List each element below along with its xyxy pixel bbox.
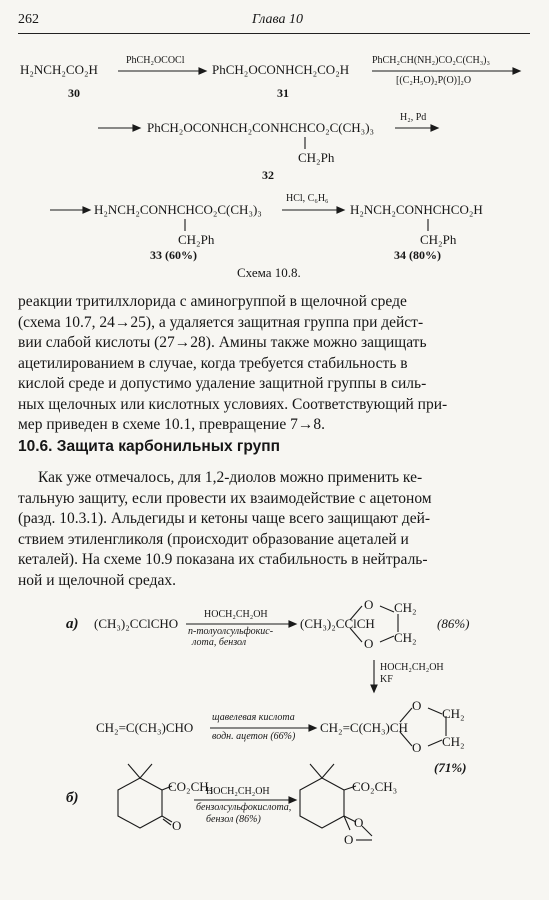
text-line: тальную защиту, если провести их взаимодействие с ацетоном	[18, 489, 432, 507]
compound-33: H₂NCH₂CONHCHCO₂C(CH₃)₃	[94, 202, 262, 217]
arrow-head-2	[513, 68, 520, 74]
reagent-benzene-86: бензол (86%)	[206, 814, 261, 825]
paragraph-carbonyl-protection	[18, 468, 530, 591]
reagent-ethylene-glycol-a: HOCH₂CH₂OH	[204, 609, 268, 620]
compound-number-34: 34 (80%)	[394, 248, 441, 262]
ring-ch2: CH₂	[442, 734, 465, 749]
label-a: а)	[66, 616, 79, 632]
compound-31: PhCH₂OCONHCH₂CO₂H	[212, 62, 350, 77]
reagent-amino-ester: PhCH₂CH(NH₂)CO₂C(CH₃)₃	[372, 55, 490, 66]
compound-chloroaldehyde: (CH₃)₂CClCHO	[94, 616, 179, 631]
ring-oxygen: O	[354, 815, 364, 830]
compound-30: H₂NCH₂CO₂H	[20, 62, 98, 77]
ring-ch2: CH₂	[394, 600, 417, 615]
text-line: кислой среде и допустимо удаление защитной группы в силь-	[18, 375, 427, 392]
substituent-32: CH₂Ph	[298, 150, 335, 165]
reagent-phosphoric-anhydride: [(C₂H₅O)₂P(O)]₂O	[396, 75, 472, 86]
reagent-hcl-benzene: HCl, C₆H₆	[286, 193, 329, 204]
ring-oxygen: O	[364, 636, 374, 651]
ring-oxygen: O	[412, 740, 422, 755]
compound-34: H₂NCH₂CONHCHCO₂H	[350, 202, 483, 217]
compound-number-30: 30	[68, 86, 80, 100]
section-heading: 10.6. Защита карбонильных групп	[18, 438, 280, 455]
text-line: ной и щелочной средах.	[18, 571, 176, 589]
reagent-aqueous-acetone: водн. ацетон (66%)	[212, 731, 296, 742]
chapter-title: Глава 10	[252, 12, 303, 27]
reagent-phch2ococl: PhCH₂OCOCl	[126, 55, 185, 66]
label-b: б)	[66, 790, 79, 806]
ring-oxygen: O	[344, 832, 354, 847]
arrow-head-1	[199, 68, 206, 74]
yield-86: (86%)	[437, 616, 470, 631]
compound-32: PhCH₂OCONHCH₂CONHCHCO₂C(CH₃)₃	[147, 120, 375, 135]
cyclohexane-ring-1	[118, 778, 162, 828]
cyclohexane-ring-2	[300, 778, 344, 828]
text-line: реакции тритилхлорида с аминогруппой в щелочной среде	[18, 293, 407, 310]
ring-ch2: CH₂	[394, 630, 417, 645]
ring-ch2: CH₂	[442, 706, 465, 721]
compound-number-33: 33 (60%)	[150, 248, 197, 262]
substituent-34: CH₂Ph	[420, 232, 457, 247]
reagent-kf: KF	[380, 674, 393, 685]
compound-methacrolein: CH₂=C(CH₃)CHO	[96, 720, 194, 735]
compound-acetal-row2: CH₂=C(CH₃)CH	[320, 720, 408, 735]
reagent-tsoh-a2: лота, бензол	[192, 637, 247, 648]
text-line: вии слабой кислоты (27→28). Амины также можно защищать	[18, 334, 427, 351]
reagent-tsoh-a1: п-толуолсульфокис-	[188, 626, 274, 637]
reagent-oxalic-acid: щавелевая кислота	[212, 712, 295, 723]
ring-oxygen: O	[412, 698, 422, 713]
ketone-oxygen: O	[172, 818, 182, 833]
substituent-co2ch3-2: CO₂CH₃	[352, 779, 398, 794]
text-line: (разд. 10.3.1). Альдегиды и кетоны чаще всего защищают дей-	[18, 510, 431, 527]
yield-71: (71%)	[434, 760, 467, 775]
text-line: (схема 10.7, 24→25), а удаляется защитная группа при дейст-	[18, 313, 424, 331]
text-line: мер приведен в схеме 10.1, превращение 7→8.	[18, 416, 325, 433]
text-line: ных щелочных или кислотных условиях. Соответствующий при-	[18, 395, 448, 413]
text-line: ствием этиленгликоля (происходит образование ацеталей и	[18, 530, 409, 548]
reagent-benzenesulfonic-acid: бензолсульфокислота,	[196, 802, 292, 813]
scheme-caption-10-8: Схема 10.8.	[237, 265, 301, 280]
paragraph-amine-protection	[18, 292, 530, 436]
reagent-ethylene-glycol-down: HOCH₂CH₂OH	[380, 662, 444, 673]
text-line: кеталей). На схеме 10.9 показана их стабильность в нейтраль-	[18, 551, 428, 568]
reagent-ethylene-glycol-b: HOCH₂CH₂OH	[206, 786, 270, 797]
ring-oxygen: O	[364, 597, 374, 612]
compound-acetal-a: (CH₃)₂CClCH	[300, 616, 375, 631]
reagent-h2-pd: H₂, Pd	[400, 112, 427, 123]
page-number: 262	[18, 12, 39, 27]
substituent-33: CH₂Ph	[178, 232, 215, 247]
compound-number-32: 32	[262, 168, 274, 182]
text-line: Как уже отмечалось, для 1,2-диолов можно применить ке-	[38, 469, 423, 486]
text-line: ацетилированием в случае, когда требуется стабильность в	[18, 354, 408, 372]
substituent-co2ch3-1: CO₂CH₃	[168, 779, 214, 794]
compound-number-31: 31	[277, 86, 289, 100]
